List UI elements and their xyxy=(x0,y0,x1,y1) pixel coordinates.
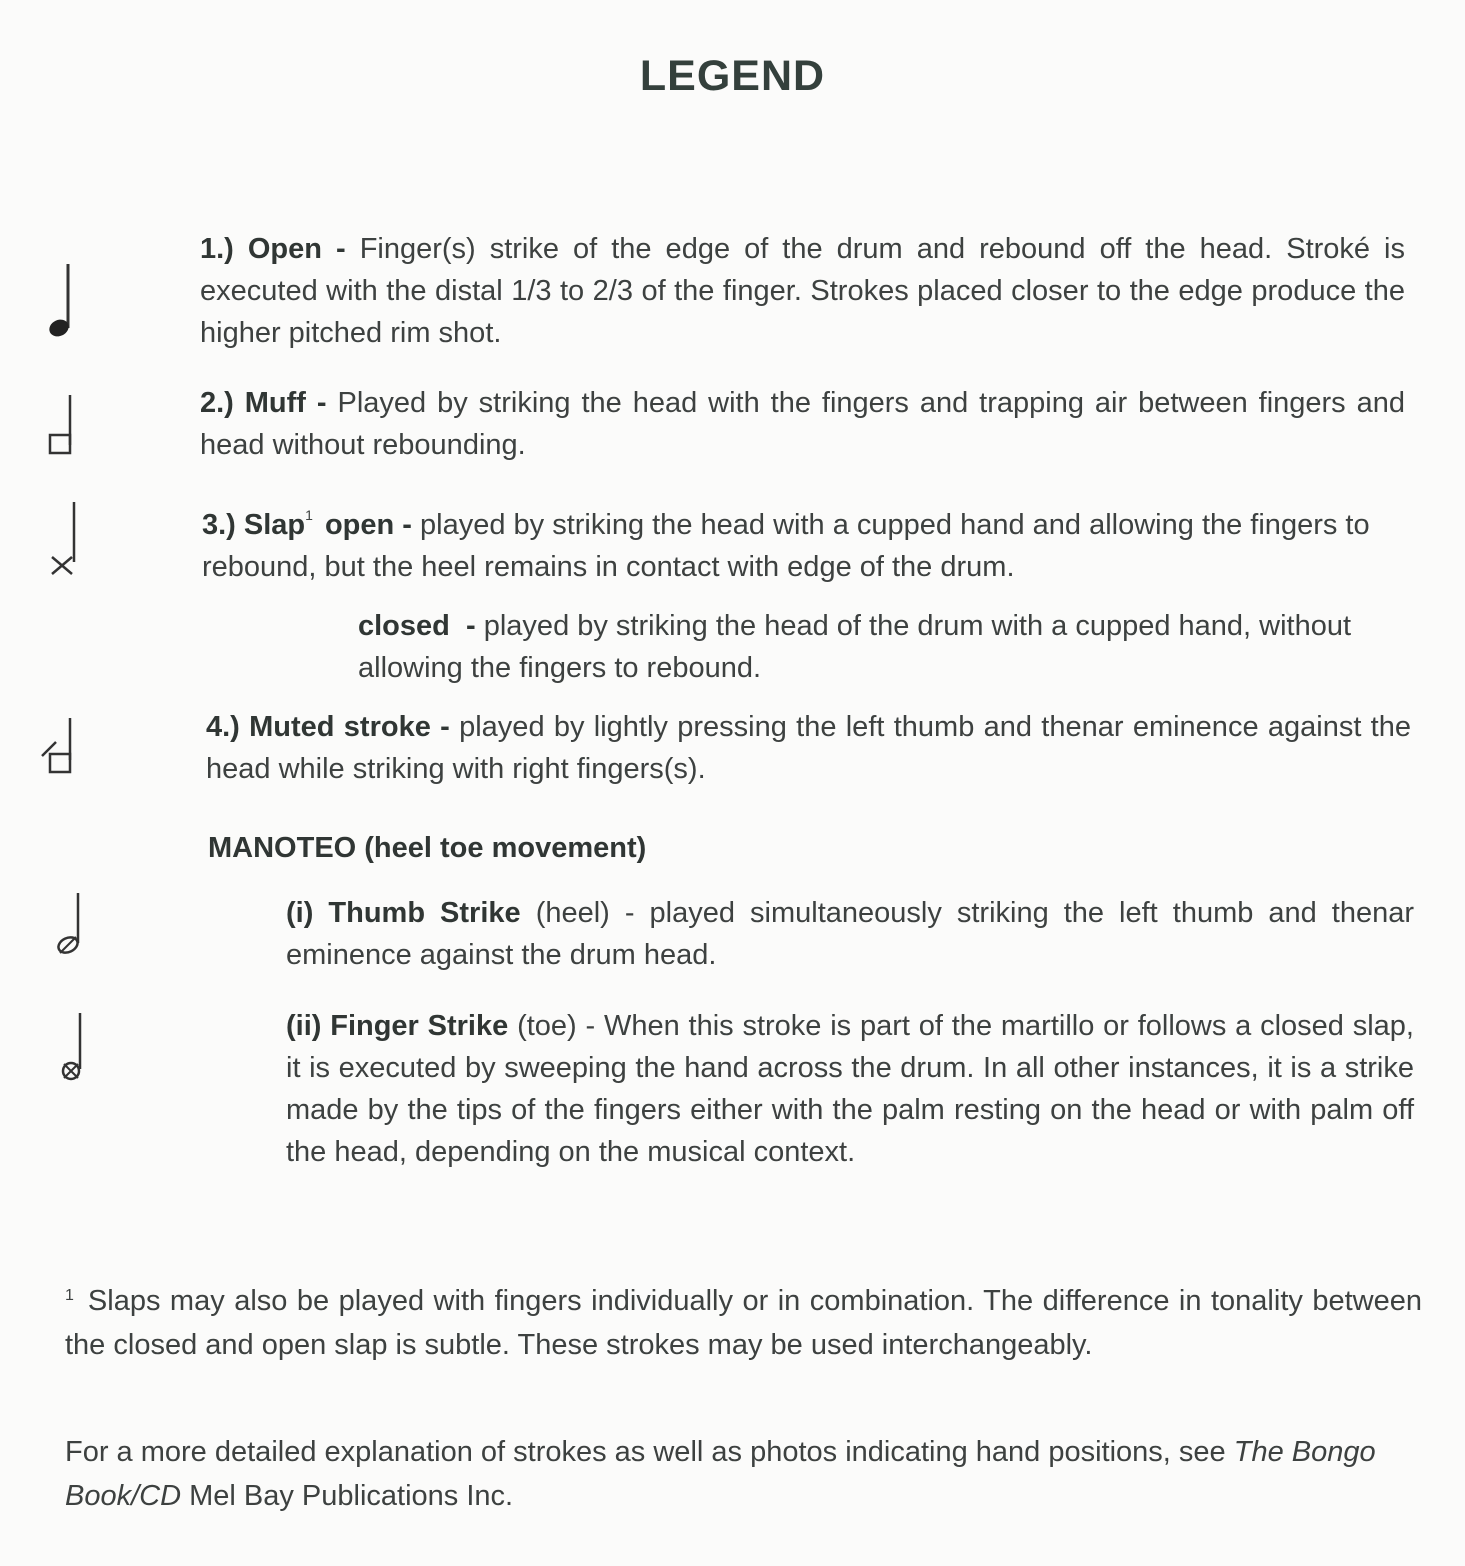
filled-notehead-icon xyxy=(44,262,84,342)
x-notehead-icon xyxy=(48,502,88,577)
book-title: The Bongo Book/CD xyxy=(65,1436,1376,1512)
entry-qualifier: (heel) xyxy=(535,897,610,929)
reference-note xyxy=(65,1430,1425,1518)
legend-entry-muted xyxy=(206,706,1411,790)
entry-text: played by lightly pressing the left thumb and thenar eminence against the head while striking with right fingers(s). xyxy=(206,711,1411,785)
entry-text: Played by striking the head with the fingers and trapping air between fingers and head without rebounding. xyxy=(200,387,1405,461)
reference-text: For a more detailed explanation of strokes as well as photos indicating hand positions, see xyxy=(65,1436,1226,1468)
hollow-slash-notehead-icon xyxy=(52,893,92,959)
entry-label: 2.) Muff - xyxy=(200,387,327,419)
entry-text: - When this stroke is part of the martillo or follows a closed slap, it is executed by sweeping the hand across the drum. In all other instances, it is a strike made by the tips of the fingers either with the palm resting on the head or with palm off the head, depending on the musical context. xyxy=(286,1010,1414,1168)
page-title: LEGEND xyxy=(639,52,826,100)
entry-label: (ii) Finger Strike xyxy=(286,1010,509,1042)
manoteo-heading: MANOTEO (heel toe movement) xyxy=(208,832,647,864)
footnote xyxy=(65,1274,1422,1367)
entry-qualifier: (toe) xyxy=(517,1010,577,1042)
legend-entry-muff xyxy=(200,382,1405,466)
entry-label: 4.) Muted stroke - xyxy=(206,711,450,743)
manoteo-finger-strike xyxy=(286,1005,1414,1173)
entry-text: Finger(s) strike of the edge of the drum and rebound off the head. Stroké is executed with the distal 1/3 to 2/3 of the finger. Strokes placed closer to the edge produce the higher pitched rim shot. xyxy=(200,233,1406,349)
legend-entry-slap-closed xyxy=(358,605,1413,689)
entry-text: played by striking the head of the drum with a cupped hand, without allowing the fingers to rebound. xyxy=(358,610,1352,684)
square-notehead-icon xyxy=(46,395,86,457)
legend-entry-open xyxy=(200,228,1405,354)
manoteo-thumb-strike xyxy=(286,892,1414,976)
entry-dash: - xyxy=(466,610,476,642)
entry-label: 1.) Open - xyxy=(200,233,346,265)
muted-square-notehead-icon xyxy=(40,718,80,778)
footnote-mark: 1 xyxy=(65,1287,74,1304)
legend-entry-slap-open xyxy=(202,494,1412,588)
entry-sublabel: open - xyxy=(324,509,412,541)
entry-text: - played simultaneously striking the left thumb and thenar eminence against the drum head. xyxy=(286,897,1415,971)
crossed-circle-notehead-icon xyxy=(58,1013,98,1085)
publisher-name: Mel Bay Publications Inc. xyxy=(189,1480,514,1512)
footnote-mark: 1 xyxy=(305,507,313,523)
entry-text: played by striking the head with a cupped hand and allowing the fingers to rebound, but the heel remains in contact with edge of the drum. xyxy=(202,509,1370,583)
entry-label: closed xyxy=(358,610,450,642)
footnote-text: Slaps may also be played with fingers individually or in combination. The difference in tonality between the closed and open slap is subtle. These strokes may be used interchangeably. xyxy=(65,1285,1422,1361)
entry-label: 3.) Slap xyxy=(202,509,306,541)
entry-label: (i) Thumb Strike xyxy=(286,897,521,929)
